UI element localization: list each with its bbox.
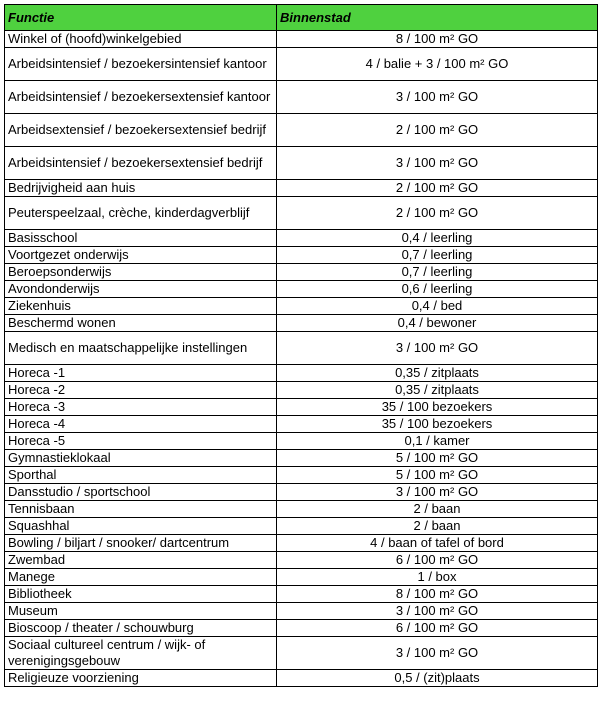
table-row	[5, 315, 598, 332]
header-row	[5, 5, 598, 31]
table-row	[5, 247, 598, 264]
norm-cell: 0,4 / bewoner	[277, 315, 598, 332]
functie-cell: Horeca -2	[5, 382, 277, 399]
norm-cell: 2 / baan	[277, 501, 598, 518]
norm-cell: 0,4 / bed	[277, 298, 598, 315]
table-row	[5, 569, 598, 586]
functie-cell: Beroepsonderwijs	[5, 264, 277, 281]
table-row	[5, 180, 598, 197]
functie-cell: Voortgezet onderwijs	[5, 247, 277, 264]
norm-cell: 2 / 100 m² GO	[277, 180, 598, 197]
functie-cell: Gymnastieklokaal	[5, 450, 277, 467]
table-row	[5, 382, 598, 399]
table-row	[5, 114, 598, 147]
functie-cell: Manege	[5, 569, 277, 586]
norm-cell: 0,5 / (zit)plaats	[277, 670, 598, 687]
header-binnenstad: Binnenstad	[277, 5, 598, 31]
table-row	[5, 467, 598, 484]
norm-cell: 0,7 / leerling	[277, 264, 598, 281]
norm-cell: 0,35 / zitplaats	[277, 382, 598, 399]
functie-cell: Bibliotheek	[5, 586, 277, 603]
table-row	[5, 31, 598, 48]
functie-cell: Museum	[5, 603, 277, 620]
table-row	[5, 620, 598, 637]
norm-cell: 3 / 100 m² GO	[277, 147, 598, 180]
table-row	[5, 450, 598, 467]
norm-cell: 8 / 100 m² GO	[277, 31, 598, 48]
norm-cell: 0,7 / leerling	[277, 247, 598, 264]
functie-cell: Arbeidsintensief / bezoekersextensief bedrijf	[5, 147, 277, 180]
table-row	[5, 552, 598, 569]
table-row	[5, 535, 598, 552]
functie-cell: Arbeidsintensief / bezoekersextensief kantoor	[5, 81, 277, 114]
functie-cell: Beschermd wonen	[5, 315, 277, 332]
norm-cell: 5 / 100 m² GO	[277, 450, 598, 467]
functie-cell: Zwembad	[5, 552, 277, 569]
functie-cell: Horeca -1	[5, 365, 277, 382]
functie-cell: Peuterspeelzaal, crèche, kinderdagverblijf	[5, 197, 277, 230]
norm-cell: 0,1 / kamer	[277, 433, 598, 450]
norm-cell: 0,6 / leerling	[277, 281, 598, 298]
table-row	[5, 637, 598, 670]
header-functie: Functie	[5, 5, 277, 31]
functie-cell: Sociaal cultureel centrum / wijk- of verenigingsgebouw	[5, 637, 277, 670]
table-body	[5, 31, 598, 687]
functie-cell: Winkel of (hoofd)winkelgebied	[5, 31, 277, 48]
table-row	[5, 298, 598, 315]
table-row	[5, 365, 598, 382]
functie-cell: Squashhal	[5, 518, 277, 535]
norm-cell: 6 / 100 m² GO	[277, 620, 598, 637]
norm-cell: 6 / 100 m² GO	[277, 552, 598, 569]
table-row	[5, 48, 598, 81]
table-row	[5, 484, 598, 501]
norm-cell: 35 / 100 bezoekers	[277, 399, 598, 416]
norm-cell: 3 / 100 m² GO	[277, 332, 598, 365]
functie-cell: Bowling / biljart / snooker/ dartcentrum	[5, 535, 277, 552]
norm-cell: 5 / 100 m² GO	[277, 467, 598, 484]
norm-cell: 1 / box	[277, 569, 598, 586]
table-row	[5, 81, 598, 114]
table-row	[5, 518, 598, 535]
functie-cell: Horeca -4	[5, 416, 277, 433]
table-row	[5, 230, 598, 247]
table-row	[5, 416, 598, 433]
table-row	[5, 433, 598, 450]
functie-cell: Ziekenhuis	[5, 298, 277, 315]
table-row	[5, 281, 598, 298]
functie-cell: Arbeidsextensief / bezoekersextensief bedrijf	[5, 114, 277, 147]
functie-cell: Bedrijvigheid aan huis	[5, 180, 277, 197]
functie-cell: Horeca -3	[5, 399, 277, 416]
norm-cell: 4 / baan of tafel of bord	[277, 535, 598, 552]
norm-cell: 0,4 / leerling	[277, 230, 598, 247]
table-row	[5, 264, 598, 281]
norm-cell: 3 / 100 m² GO	[277, 603, 598, 620]
norm-cell: 2 / 100 m² GO	[277, 114, 598, 147]
functie-cell: Basisschool	[5, 230, 277, 247]
table-row	[5, 603, 598, 620]
functie-cell: Bioscoop / theater / schouwburg	[5, 620, 277, 637]
norm-cell: 4 / balie + 3 / 100 m² GO	[277, 48, 598, 81]
table-row	[5, 501, 598, 518]
parking-norms-table	[4, 4, 598, 687]
table-row	[5, 586, 598, 603]
functie-cell: Horeca -5	[5, 433, 277, 450]
table-row	[5, 399, 598, 416]
norm-cell: 3 / 100 m² GO	[277, 81, 598, 114]
functie-cell: Arbeidsintensief / bezoekersintensief kantoor	[5, 48, 277, 81]
table-row	[5, 670, 598, 687]
norm-cell: 35 / 100 bezoekers	[277, 416, 598, 433]
table-row	[5, 147, 598, 180]
norm-cell: 8 / 100 m² GO	[277, 586, 598, 603]
functie-cell: Dansstudio / sportschool	[5, 484, 277, 501]
functie-cell: Religieuze voorziening	[5, 670, 277, 687]
norm-cell: 3 / 100 m² GO	[277, 637, 598, 670]
functie-cell: Avondonderwijs	[5, 281, 277, 298]
functie-cell: Tennisbaan	[5, 501, 277, 518]
table-row	[5, 332, 598, 365]
table-row	[5, 197, 598, 230]
functie-cell: Sporthal	[5, 467, 277, 484]
norm-cell: 0,35 / zitplaats	[277, 365, 598, 382]
norm-cell: 2 / baan	[277, 518, 598, 535]
norm-cell: 3 / 100 m² GO	[277, 484, 598, 501]
functie-cell: Medisch en maatschappelijke instellingen	[5, 332, 277, 365]
norm-cell: 2 / 100 m² GO	[277, 197, 598, 230]
